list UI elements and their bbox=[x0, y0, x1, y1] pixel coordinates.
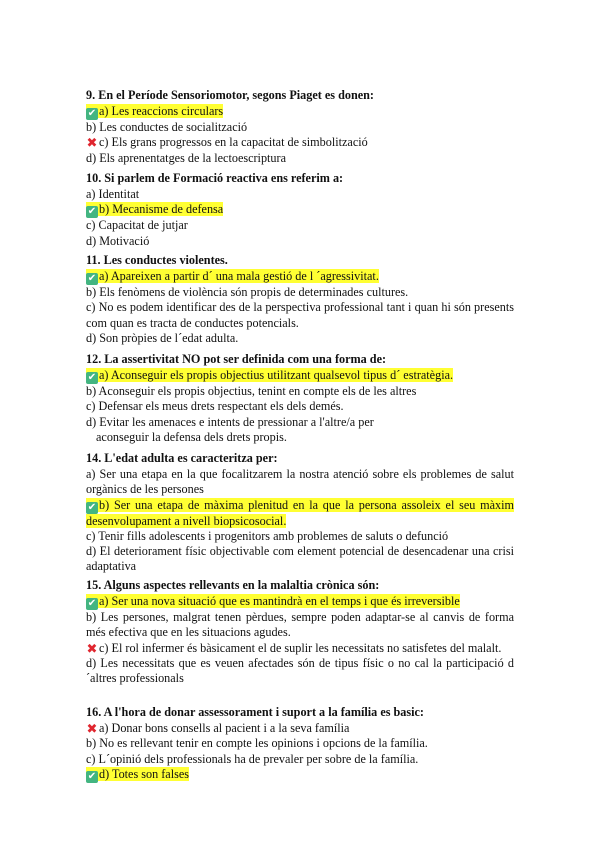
check-mark-icon: ✔ bbox=[87, 598, 97, 610]
answer-option bbox=[86, 234, 514, 249]
answer-text: d) Son pròpies de l´edat adulta. bbox=[86, 330, 239, 345]
answer-option bbox=[86, 269, 514, 285]
answer-option bbox=[86, 120, 514, 135]
answer-text: aconseguir la defensa dels drets propis. bbox=[96, 429, 287, 444]
answer-text: c) Tenir fills adolescents i progenitors amb problemes de saluts o defunció bbox=[86, 528, 449, 543]
answer-text: c) Capacitat de jutjar bbox=[86, 218, 188, 233]
answer-option bbox=[86, 529, 514, 544]
question-block bbox=[86, 171, 514, 249]
answer-option bbox=[86, 331, 514, 346]
answer-text: d) Motivació bbox=[86, 233, 150, 248]
answer-option bbox=[86, 430, 514, 445]
answer-text: a) Ser una nova situació que es mantindrà en el temps i que és irreversible bbox=[99, 594, 460, 609]
answer-text: a) Identitat bbox=[86, 187, 140, 202]
question-title: 16. A l'hora de donar assessorament i suport a la família es basic: bbox=[86, 705, 424, 719]
cross-mark-icon: ✖ bbox=[86, 641, 98, 657]
answer-text: a) Les reaccions circulars bbox=[99, 104, 224, 119]
answer-text: b) Les conductes de socialització bbox=[86, 120, 248, 135]
check-mark-icon: ✔ bbox=[87, 372, 97, 384]
answer-text: a) Donar bons consells al pacient i a la seva família bbox=[99, 721, 350, 736]
question-block bbox=[86, 253, 514, 346]
answer-text: a) Apareixen a partir d´ una mala gestió de l ´agressivitat. bbox=[99, 269, 379, 284]
answer-text: b) Ser una etapa de màxima plenitud en la que la persona assoleix el seu màxim desenvolupament a nivell biopsicosocial. bbox=[86, 497, 514, 528]
answer-text: c) L´opinió dels professionals ha de prevaler per sobre de la família. bbox=[86, 751, 419, 766]
answer-option bbox=[86, 218, 514, 233]
question-block bbox=[86, 352, 514, 445]
check-mark-icon: ✔ bbox=[87, 273, 97, 285]
answer-option bbox=[86, 656, 514, 686]
answer-text: c) No es podem identificar des de la perspectiva professional tant i quan hi són presents com quan es tracta de conductes potencials. bbox=[86, 300, 514, 330]
answer-text: d) El deteriorament físic objectivable com element potencial de desencadenar una crisi adaptativa bbox=[86, 544, 514, 574]
answer-option bbox=[86, 368, 514, 384]
answer-option bbox=[86, 767, 514, 783]
answer-text: d) Evitar les amenaces e intents de pressionar a l'altre/a per bbox=[86, 414, 374, 429]
question-title: 11. Les conductes violentes. bbox=[86, 253, 228, 267]
cross-mark-icon: ✖ bbox=[86, 722, 98, 738]
answer-option bbox=[86, 641, 514, 656]
answer-option bbox=[86, 384, 514, 399]
answer-option bbox=[86, 467, 514, 497]
answer-option bbox=[86, 544, 514, 574]
question-title: 14. L'edat adulta es caracteritza per: bbox=[86, 451, 278, 465]
answer-option bbox=[86, 300, 514, 330]
answer-text: b) Mecanisme de defensa bbox=[99, 202, 224, 217]
answer-text: d) Les necessitats que es veuen afectades són de tipus físic o no cal la participació d´altres professionals bbox=[86, 655, 514, 686]
check-mark-icon: ✔ bbox=[87, 206, 97, 218]
answer-option bbox=[86, 135, 514, 150]
question-block bbox=[86, 578, 514, 686]
answer-option bbox=[86, 285, 514, 300]
answer-option bbox=[86, 736, 514, 751]
answer-option bbox=[86, 594, 514, 610]
check-mark-icon: ✔ bbox=[87, 770, 97, 782]
answer-option bbox=[86, 752, 514, 767]
answer-option bbox=[86, 610, 514, 640]
answer-text: c) El rol infermer és bàsicament el de suplir les necessitats no satisfetes del malalt. bbox=[99, 640, 502, 655]
question-block bbox=[86, 88, 514, 166]
answer-text: b) Les persones, malgrat tenen pèrdues, sempre poden adaptar-se al canvis de forma més efectiva que en les situacions agudes. bbox=[86, 610, 514, 640]
answer-option bbox=[86, 104, 514, 120]
answer-text: b) Aconseguir els propis objectius, tenint en compte els de les altres bbox=[86, 384, 417, 399]
check-mark-icon: ✔ bbox=[87, 108, 97, 120]
answer-text: d) Els aprenentatges de la lectoescriptura bbox=[86, 150, 286, 165]
answer-text: c) Defensar els meus drets respectant els dels demés. bbox=[86, 399, 344, 414]
answer-option bbox=[86, 498, 514, 529]
question-block bbox=[86, 705, 514, 783]
answer-option bbox=[86, 721, 514, 736]
answer-text: d) Totes son falses bbox=[99, 766, 189, 781]
question-title: 9. En el Període Sensoriomotor, segons Piaget es donen: bbox=[86, 88, 374, 102]
question-title: 15. Alguns aspectes rellevants en la malaltia crònica són: bbox=[86, 578, 380, 592]
answer-option bbox=[86, 202, 514, 218]
cross-mark-icon: ✖ bbox=[86, 136, 98, 152]
answer-text: b) No es rellevant tenir en compte les opinions i opcions de la família. bbox=[86, 736, 428, 751]
answer-option bbox=[86, 415, 514, 430]
answer-text: c) Els grans progressos en la capacitat de simbolització bbox=[99, 135, 368, 150]
check-mark-icon: ✔ bbox=[87, 501, 97, 513]
answer-option bbox=[86, 399, 514, 414]
answer-text: a) Aconseguir els propis objectius utilitzant qualsevol tipus d´ estratègia. bbox=[99, 368, 454, 383]
question-block bbox=[86, 451, 514, 574]
answer-text: b) Els fenòmens de violència són propis de determinades cultures. bbox=[86, 285, 409, 300]
answer-option bbox=[86, 151, 514, 166]
question-title: 10. Si parlem de Formació reactiva ens referim a: bbox=[86, 171, 344, 185]
answer-option bbox=[86, 187, 514, 202]
answer-text: a) Ser una etapa en la que focalitzarem la nostra atenció sobre els problemes de salut orgànics de les persones bbox=[86, 467, 514, 497]
question-title: 12. La assertivitat NO pot ser definida com una forma de: bbox=[86, 352, 387, 366]
